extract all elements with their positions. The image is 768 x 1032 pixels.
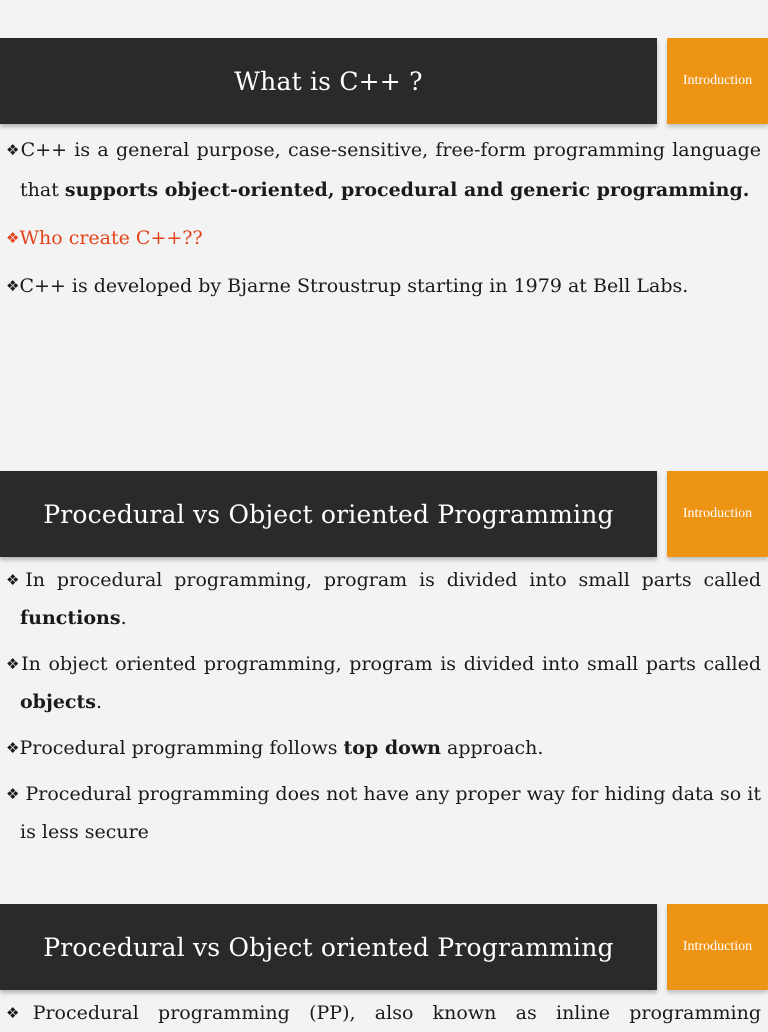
section-badge: [667, 38, 768, 124]
bullet-paragraph: [6, 130, 761, 210]
paragraph-text: C++ is developed by Bjarne Stroustrup starting in 1979 at Bell Labs.: [19, 275, 689, 297]
paragraph-text: .: [95, 691, 103, 713]
bullet-paragraph: [6, 266, 761, 306]
paragraph-text: Procedural programming does not have any proper way for hiding data so it is less secure: [19, 783, 761, 843]
slide-body: [6, 130, 761, 306]
diamond-bullet-icon: ❖: [6, 739, 20, 757]
paragraph-text: .: [120, 607, 127, 629]
paragraph-text: approach.: [440, 737, 544, 759]
paragraph-text: C++ is a general purpose, case-sensitive, free-form programming language that: [20, 139, 761, 201]
slide-title: What is C++ ?: [234, 66, 423, 96]
diamond-bullet-icon: ❖: [6, 1004, 33, 1022]
slide-header: [0, 471, 657, 557]
paragraph-text: Procedural programming (PP), also known as inline programming: [32, 1002, 761, 1024]
diamond-bullet-icon: ❖: [6, 785, 20, 803]
bullet-paragraph: [6, 775, 761, 851]
bullet-question: [6, 218, 761, 258]
slide-body: [6, 561, 761, 851]
paragraph-text: In object oriented programming, program is divided into small parts called: [21, 653, 762, 675]
bullet-paragraph: [6, 729, 761, 767]
slide-header: [0, 904, 657, 990]
paragraph-bold-text: objects: [20, 691, 96, 713]
bullet-paragraph: [6, 561, 761, 637]
paragraph-bold-text: top down: [343, 737, 441, 759]
paragraph-bold-text: functions: [20, 607, 121, 629]
paragraph-bold-text: supports object-oriented, procedural and generic programming.: [64, 179, 750, 201]
badge-label: Introduction: [682, 506, 753, 521]
slide-header: [0, 38, 657, 124]
paragraph-text: In procedural programming, program is divided into small parts called: [25, 569, 762, 591]
question-text: Who create C++??: [19, 227, 203, 249]
diamond-bullet-icon: ❖: [6, 141, 21, 159]
badge-label: Introduction: [682, 939, 753, 954]
slide-title: Procedural vs Object oriented Programming: [43, 932, 614, 962]
section-badge: [667, 904, 768, 990]
slide-body: [6, 994, 761, 1032]
paragraph-text: Procedural programming follows: [19, 737, 344, 759]
diamond-bullet-icon: ❖: [6, 571, 26, 589]
bullet-paragraph: [6, 994, 761, 1032]
section-badge: [667, 471, 768, 557]
badge-label: Introduction: [682, 73, 753, 88]
diamond-bullet-icon: ❖: [6, 277, 20, 295]
slide-title: Procedural vs Object oriented Programming: [43, 499, 614, 529]
diamond-bullet-icon: ❖: [6, 229, 20, 247]
bullet-paragraph: [6, 645, 761, 721]
diamond-bullet-icon: ❖: [6, 655, 22, 673]
